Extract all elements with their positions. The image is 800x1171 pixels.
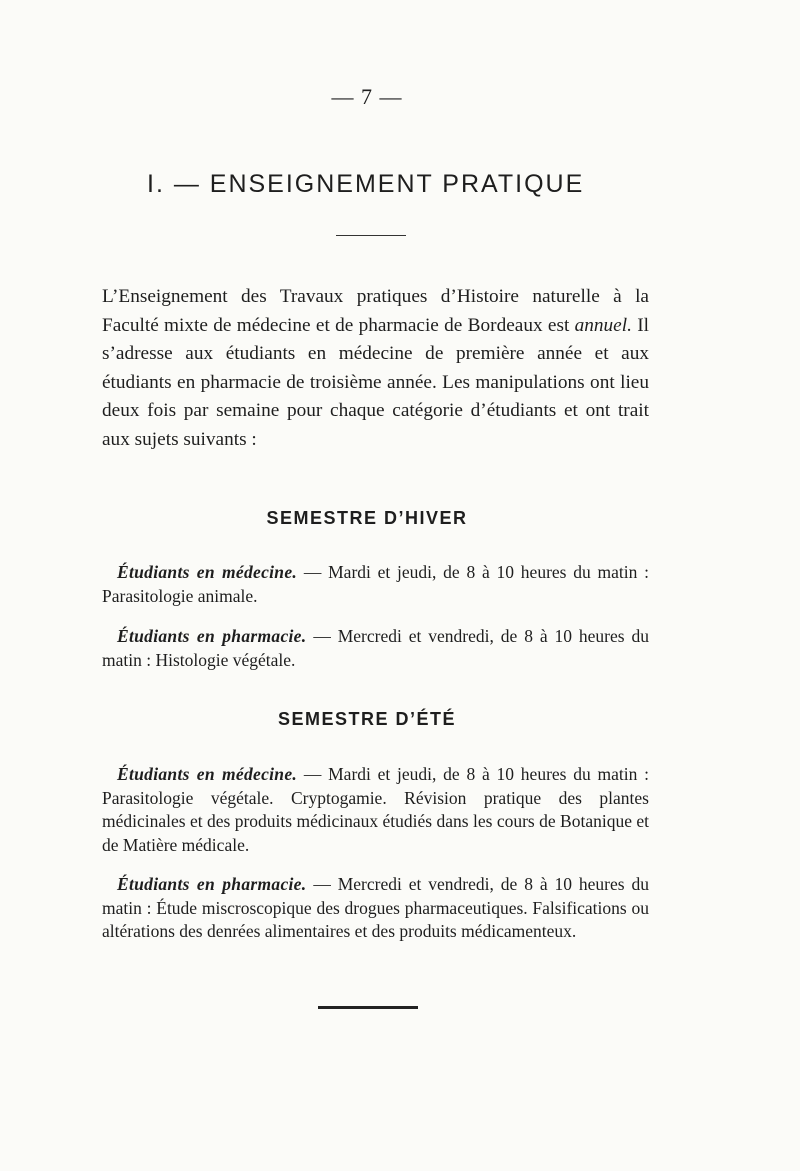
entry-text: — Mercredi et vendredi, de 8 à 10 heures du matin : Histologie végétale. [102,626,649,670]
entry-text: — Mardi et jeudi, de 8 à 10 heures du matin : Parasitologie animale. [102,562,649,606]
intro-text-after: Il s’adresse aux étudiants en médecine de première année et aux étudiants en pharmacie de troisième année. Les manipulations ont lieu deux fois par semaine pour chaque catégorie d’étudiants et ont trait aux sujets suivants : [102,314,649,450]
entry-summer-pharmacy [102,873,649,944]
entry-label: Étudiants en pharmacie. [117,874,307,894]
page-number: — 7 — [331,84,403,109]
entry-label: Étudiants en pharmacie. [117,626,307,646]
section-heading-summer: SEMESTRE D’ÉTÉ [277,709,457,729]
intro-text-before: L’Enseignement des Travaux pratiques d’Histoire naturelle à la Faculté mixte de médecine et de pharmacie de Bordeaux est [102,286,649,336]
entry-winter-medicine [102,561,649,608]
entry-winter-pharmacy [102,625,649,672]
entry-summer-medicine [102,763,649,857]
end-divider [318,1006,418,1009]
entry-label: Étudiants en médecine. [117,562,298,582]
entry-text: — Mardi et jeudi, de 8 à 10 heures du matin : Parasitologie végétale. Cryptogamie. Révision pratique des plantes médicinales et des produits médicinaux étudiés dans les cours de Botanique et de Matière médicale. [102,764,649,855]
chapter-title: I. — ENSEIGNEMENT PRATIQUE [147,170,585,198]
entry-text: — Mercredi et vendredi, de 8 à 10 heures du matin : Étude miscroscopique des drogues pharmaceutiques. Falsifications ou altérations des denrées alimentaires et des produits médicamenteux. [102,874,649,942]
intro-emphasis: annuel. [574,314,632,336]
title-divider [336,235,406,236]
section-heading-winter: SEMESTRE D’HIVER [266,508,468,528]
entry-label: Étudiants en médecine. [117,764,298,784]
intro-paragraph [102,283,649,454]
